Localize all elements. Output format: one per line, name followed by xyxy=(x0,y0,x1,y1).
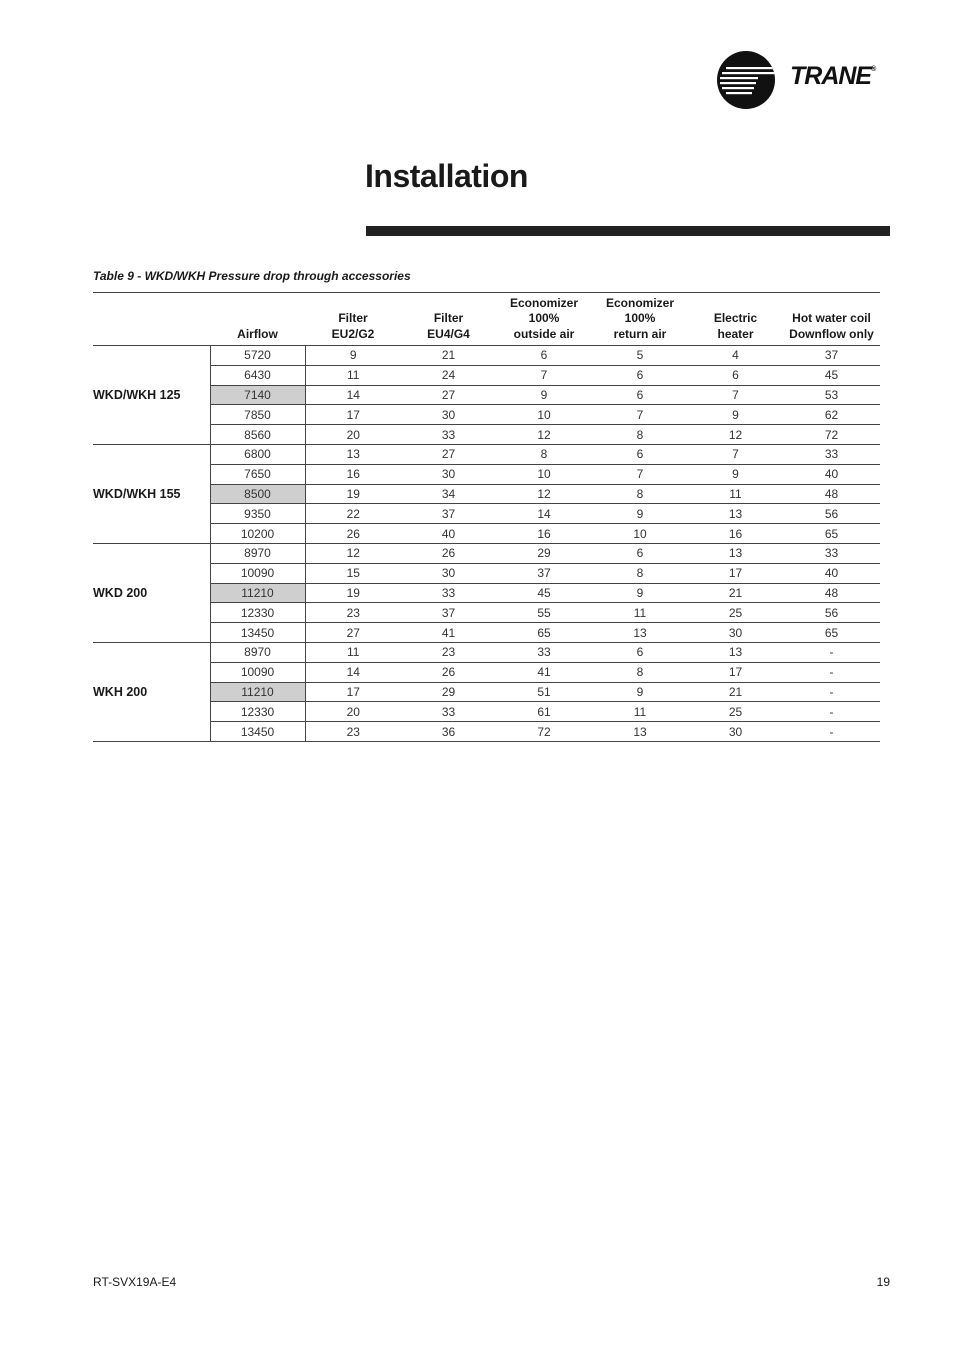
value-cell: 20 xyxy=(305,425,401,445)
value-cell: 72 xyxy=(496,722,592,742)
document-id: RT-SVX19A-E4 xyxy=(93,1275,177,1289)
value-cell: 17 xyxy=(305,405,401,425)
value-cell: 14 xyxy=(496,504,592,524)
value-cell: 7 xyxy=(688,444,783,464)
table-row xyxy=(93,563,880,583)
value-cell: 33 xyxy=(401,583,496,603)
value-cell: 21 xyxy=(401,346,496,366)
value-cell: 16 xyxy=(496,524,592,544)
value-cell: 13 xyxy=(688,504,783,524)
value-cell: 23 xyxy=(305,603,401,623)
airflow-cell: 11210 xyxy=(210,583,305,603)
value-cell: 6 xyxy=(592,385,688,405)
value-cell: 30 xyxy=(688,722,783,742)
airflow-cell: 8970 xyxy=(210,543,305,563)
column-header-line: Electric xyxy=(713,311,758,325)
value-cell: 5 xyxy=(592,346,688,366)
value-cell: 45 xyxy=(496,583,592,603)
airflow-cell: 11210 xyxy=(210,682,305,702)
value-cell: 37 xyxy=(783,346,880,366)
value-cell: 29 xyxy=(496,543,592,563)
value-cell: 13 xyxy=(305,444,401,464)
value-cell: 9 xyxy=(305,346,401,366)
value-cell: 21 xyxy=(688,583,783,603)
value-cell: 41 xyxy=(401,623,496,643)
column-header-line: Economizer xyxy=(509,295,578,310)
value-cell: 27 xyxy=(401,444,496,464)
value-cell: 23 xyxy=(401,642,496,662)
airflow-cell: 7850 xyxy=(210,405,305,425)
value-cell: 9 xyxy=(688,464,783,484)
table-header xyxy=(93,293,880,346)
airflow-cell: 5720 xyxy=(210,346,305,366)
value-cell: 17 xyxy=(305,682,401,702)
value-cell: 12 xyxy=(496,425,592,445)
airflow-cell: 12330 xyxy=(210,603,305,623)
value-cell: 4 xyxy=(688,346,783,366)
table-row xyxy=(93,385,880,405)
value-cell: - xyxy=(783,702,880,722)
value-cell: 8 xyxy=(592,662,688,682)
value-cell: 27 xyxy=(401,385,496,405)
value-cell: 33 xyxy=(496,642,592,662)
column-header-line: heater xyxy=(717,326,754,341)
value-cell: 12 xyxy=(305,543,401,563)
pressure-drop-table xyxy=(93,292,880,742)
table-caption: Table 9 - WKD/WKH Pressure drop through accessories xyxy=(93,269,411,283)
column-header-line: Downflow only xyxy=(789,326,874,341)
value-cell: - xyxy=(783,682,880,702)
title-rule xyxy=(366,226,890,236)
airflow-cell: 13450 xyxy=(210,623,305,643)
airflow-cell: 13450 xyxy=(210,722,305,742)
value-cell: 19 xyxy=(305,484,401,504)
value-cell: 11 xyxy=(305,365,401,385)
table-row xyxy=(93,543,880,563)
value-cell: - xyxy=(783,642,880,662)
value-cell: 65 xyxy=(783,524,880,544)
trane-globe-icon xyxy=(716,50,778,110)
value-cell: 17 xyxy=(688,662,783,682)
page-title: Installation xyxy=(365,158,528,194)
table-row xyxy=(93,702,880,722)
table-row xyxy=(93,603,880,623)
value-cell: 7 xyxy=(592,405,688,425)
value-cell: 33 xyxy=(401,702,496,722)
value-cell: 48 xyxy=(783,583,880,603)
table-row xyxy=(93,425,880,445)
table-row xyxy=(93,464,880,484)
value-cell: 10 xyxy=(496,464,592,484)
table-row xyxy=(93,444,880,464)
table-row xyxy=(93,623,880,643)
value-cell: 11 xyxy=(592,702,688,722)
table-row xyxy=(93,722,880,742)
value-cell: 72 xyxy=(783,425,880,445)
value-cell: 13 xyxy=(688,642,783,662)
model-label: WKD/WKH 125 xyxy=(93,346,210,445)
airflow-cell: 6800 xyxy=(210,444,305,464)
airflow-cell: 10090 xyxy=(210,563,305,583)
table-row xyxy=(93,484,880,504)
value-cell: 30 xyxy=(401,405,496,425)
column-header-line: EU4/G4 xyxy=(427,326,470,341)
model-label: WKH 200 xyxy=(93,642,210,741)
airflow-cell: 8970 xyxy=(210,642,305,662)
column-header xyxy=(210,293,305,346)
value-cell: 33 xyxy=(401,425,496,445)
value-cell: 65 xyxy=(783,623,880,643)
value-cell: 6 xyxy=(592,444,688,464)
value-cell: 25 xyxy=(688,702,783,722)
value-cell: 14 xyxy=(305,385,401,405)
value-cell: 11 xyxy=(592,603,688,623)
airflow-cell: 12330 xyxy=(210,702,305,722)
value-cell: 10 xyxy=(496,405,592,425)
column-header-line: return air xyxy=(613,326,667,341)
value-cell: 40 xyxy=(783,464,880,484)
value-cell: 6 xyxy=(592,365,688,385)
value-cell: 56 xyxy=(783,603,880,623)
value-cell: 27 xyxy=(305,623,401,643)
value-cell: 26 xyxy=(401,543,496,563)
table-row xyxy=(93,662,880,682)
column-header xyxy=(305,293,401,346)
table-row xyxy=(93,346,880,366)
value-cell: 10 xyxy=(592,524,688,544)
value-cell: 9 xyxy=(592,504,688,524)
value-cell: 12 xyxy=(496,484,592,504)
value-cell: 22 xyxy=(305,504,401,524)
column-header-line: EU2/G2 xyxy=(331,326,375,341)
value-cell: 40 xyxy=(783,563,880,583)
column-header-line: Filter xyxy=(338,311,368,325)
value-cell: 55 xyxy=(496,603,592,623)
airflow-cell: 8500 xyxy=(210,484,305,504)
value-cell: 36 xyxy=(401,722,496,742)
value-cell: 15 xyxy=(305,563,401,583)
table-row xyxy=(93,504,880,524)
table-body xyxy=(93,346,880,742)
column-header xyxy=(592,293,688,346)
value-cell: 6 xyxy=(592,642,688,662)
value-cell: 8 xyxy=(592,484,688,504)
value-cell: 6 xyxy=(688,365,783,385)
value-cell: - xyxy=(783,722,880,742)
value-cell: 7 xyxy=(496,365,592,385)
value-cell: 30 xyxy=(688,623,783,643)
column-header-line: Filter xyxy=(433,311,464,325)
value-cell: 61 xyxy=(496,702,592,722)
table-row xyxy=(93,365,880,385)
value-cell: 37 xyxy=(401,504,496,524)
value-cell: 13 xyxy=(688,543,783,563)
table-row xyxy=(93,642,880,662)
value-cell: 48 xyxy=(783,484,880,504)
airflow-cell: 7650 xyxy=(210,464,305,484)
value-cell: 11 xyxy=(305,642,401,662)
column-header-line: outside air xyxy=(513,326,575,341)
table-row xyxy=(93,524,880,544)
value-cell: 8 xyxy=(592,425,688,445)
value-cell: 13 xyxy=(592,623,688,643)
value-cell: 41 xyxy=(496,662,592,682)
column-header xyxy=(688,293,783,346)
page-number: 19 xyxy=(876,1275,890,1289)
value-cell: 40 xyxy=(401,524,496,544)
value-cell: 9 xyxy=(592,583,688,603)
value-cell: 13 xyxy=(592,722,688,742)
column-header xyxy=(496,293,592,346)
value-cell: 20 xyxy=(305,702,401,722)
value-cell: 45 xyxy=(783,365,880,385)
column-header-line: Airflow xyxy=(237,326,278,341)
table-row xyxy=(93,405,880,425)
header-row xyxy=(93,293,880,346)
value-cell: 30 xyxy=(401,464,496,484)
airflow-cell: 10090 xyxy=(210,662,305,682)
value-cell: 51 xyxy=(496,682,592,702)
airflow-cell: 10200 xyxy=(210,524,305,544)
value-cell: 33 xyxy=(783,444,880,464)
value-cell: - xyxy=(783,662,880,682)
value-cell: 65 xyxy=(496,623,592,643)
value-cell: 12 xyxy=(688,425,783,445)
value-cell: 53 xyxy=(783,385,880,405)
brand-wordmark: TRANE® xyxy=(790,62,876,90)
column-header-line: 100% xyxy=(528,311,560,325)
model-label: WKD/WKH 155 xyxy=(93,444,210,543)
column-header-line: Hot water coil xyxy=(792,311,871,325)
column-header xyxy=(93,293,210,346)
value-cell: 21 xyxy=(688,682,783,702)
value-cell: 37 xyxy=(496,563,592,583)
value-cell: 25 xyxy=(688,603,783,623)
column-header-line: 100% xyxy=(624,311,656,325)
value-cell: 56 xyxy=(783,504,880,524)
airflow-cell: 7140 xyxy=(210,385,305,405)
value-cell: 8 xyxy=(496,444,592,464)
value-cell: 62 xyxy=(783,405,880,425)
value-cell: 29 xyxy=(401,682,496,702)
airflow-cell: 6430 xyxy=(210,365,305,385)
table-row xyxy=(93,682,880,702)
value-cell: 14 xyxy=(305,662,401,682)
model-label: WKD 200 xyxy=(93,543,210,642)
value-cell: 34 xyxy=(401,484,496,504)
value-cell: 7 xyxy=(592,464,688,484)
value-cell: 7 xyxy=(688,385,783,405)
value-cell: 6 xyxy=(592,543,688,563)
value-cell: 26 xyxy=(401,662,496,682)
value-cell: 23 xyxy=(305,722,401,742)
column-header xyxy=(783,293,880,346)
column-header xyxy=(401,293,496,346)
value-cell: 8 xyxy=(592,563,688,583)
value-cell: 11 xyxy=(688,484,783,504)
airflow-cell: 9350 xyxy=(210,504,305,524)
value-cell: 19 xyxy=(305,583,401,603)
value-cell: 33 xyxy=(783,543,880,563)
value-cell: 16 xyxy=(688,524,783,544)
value-cell: 9 xyxy=(688,405,783,425)
value-cell: 9 xyxy=(496,385,592,405)
airflow-cell: 8560 xyxy=(210,425,305,445)
value-cell: 6 xyxy=(496,346,592,366)
value-cell: 26 xyxy=(305,524,401,544)
trane-logo xyxy=(716,50,896,110)
column-header-line: Economizer xyxy=(605,295,674,310)
value-cell: 17 xyxy=(688,563,783,583)
value-cell: 24 xyxy=(401,365,496,385)
value-cell: 16 xyxy=(305,464,401,484)
value-cell: 37 xyxy=(401,603,496,623)
value-cell: 9 xyxy=(592,682,688,702)
value-cell: 30 xyxy=(401,563,496,583)
table-row xyxy=(93,583,880,603)
